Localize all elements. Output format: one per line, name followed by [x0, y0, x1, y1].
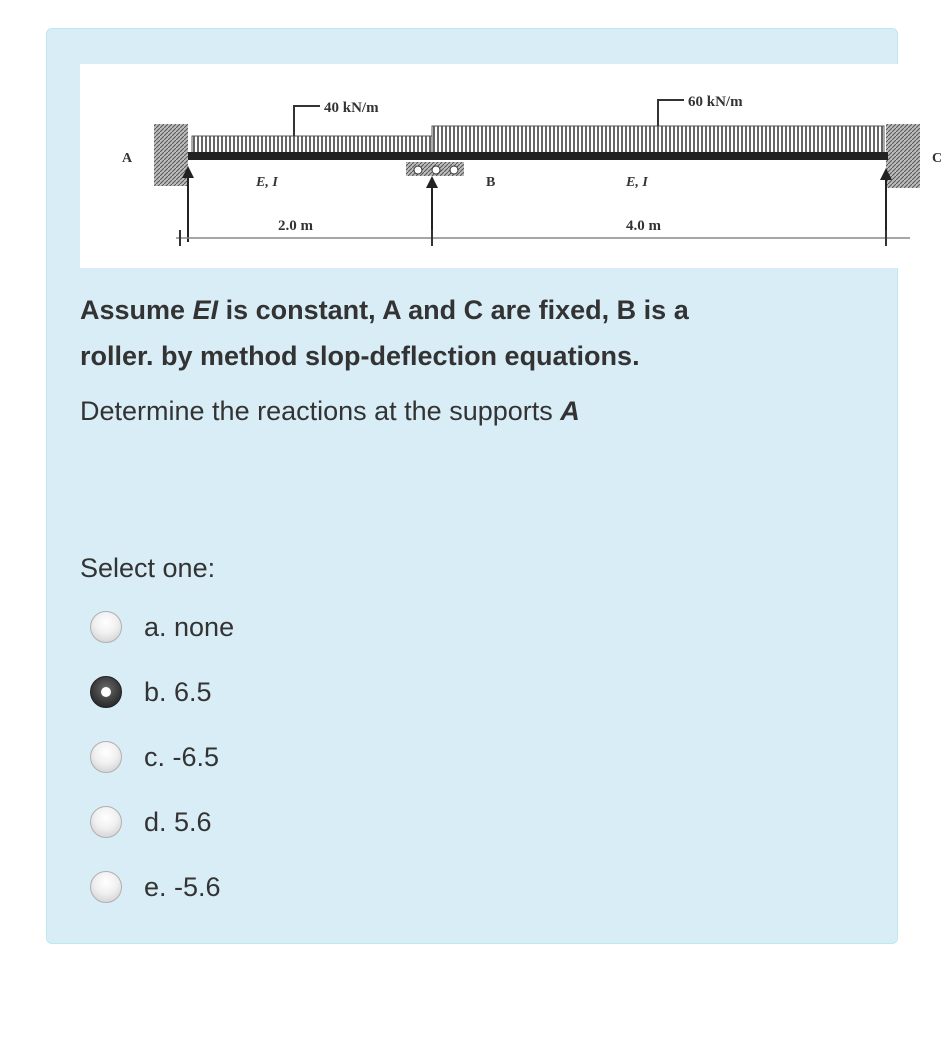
option-c-label: c. -6.5	[144, 741, 220, 772]
span-right-label: 4.0 m	[626, 218, 661, 234]
radio-option-c[interactable]	[90, 741, 122, 773]
question-line2: roller. by method slop-deflection equations.	[80, 341, 640, 371]
option-a-label: a. none	[144, 611, 235, 642]
beam	[188, 152, 888, 160]
question-line1-end: is constant, A and C are fixed, B is a	[218, 295, 689, 325]
option-b[interactable]	[90, 672, 490, 712]
option-a[interactable]	[90, 607, 490, 647]
support-a-label: A	[122, 151, 133, 166]
select-one-prompt: Select one:	[80, 553, 216, 583]
subtext-body: Determine the reactions at the supports	[80, 396, 561, 426]
option-b-label: b. 6.5	[144, 676, 212, 707]
support-b-label: B	[486, 175, 496, 190]
radio-option-d[interactable]	[90, 806, 122, 838]
question-ei: EI	[192, 295, 219, 325]
option-d[interactable]	[90, 802, 490, 842]
ei-left-label: E, I	[256, 175, 278, 190]
question-subtext	[80, 396, 840, 427]
span-left-label: 2.0 m	[278, 218, 313, 234]
question-text	[80, 287, 840, 379]
radio-option-e[interactable]	[90, 871, 122, 903]
beam-diagram	[80, 64, 946, 268]
subtext-emphasis: A	[560, 396, 580, 426]
ei-right-label: E, I	[626, 175, 648, 190]
question-line1-start: Assume	[80, 295, 193, 325]
load-right-label: 60 kN/m	[688, 94, 743, 110]
radio-option-a[interactable]	[90, 611, 122, 643]
option-e[interactable]	[90, 867, 490, 907]
option-c[interactable]	[90, 737, 490, 777]
load-right	[432, 126, 884, 154]
load-left	[192, 136, 432, 154]
radio-option-b[interactable]	[90, 676, 122, 708]
option-d-label: d. 5.6	[144, 806, 212, 837]
option-e-label: e. -5.6	[144, 871, 221, 902]
load-left-label: 40 kN/m	[324, 100, 379, 116]
support-c-label: C	[932, 151, 943, 166]
